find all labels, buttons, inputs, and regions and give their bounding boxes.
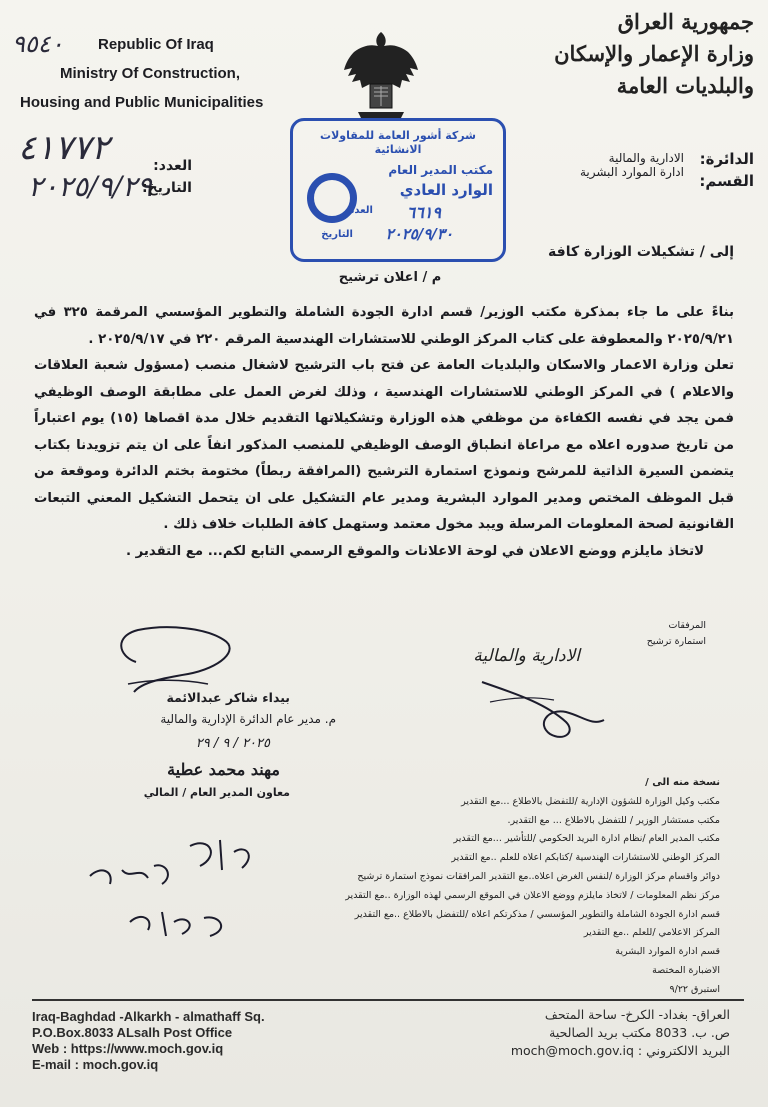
stamp-date-label: التاريخ <box>321 229 353 240</box>
body-paragraph-2: تعلن وزارة الاعمار والاسكان والبلديات العامة عن فتح باب الترشيح لاشغال منصب (مسؤول شعبة العلاقات والاعلام ) في المركز الوطني للاستشارات الهندسية ، وذلك لغرض العمل على مطابقة الوصف الوظيفي فمن يجد في نفسه الكفاءة من موظفي هذه الوزارة وتشكيلاتها التقديم خلال مدة اقصاها (١٥) يوم اعتباراً من تاريخ صدوره اعلاه مع مراعاة انطباق الوصف الوظيفي للمنصب المذكور انفاً على ان يتم تزويدنا بكتاب يتضمن السيرة الذاتية للمرشح ونموذج استمارة الترشيح (المرافقة ربطاً) مختومة بختم الدائرة وموقعة من قبل الموظف المختص ومدير الموارد البشرية ومدير عام التشكيل على ان يتحمل التشكيل المعني التبعات القانونية لصحة المعلومات المرسلة ويبد مخول معتمد وستهمل كافة الطلبات خلاف ذلك . <box>34 358 734 532</box>
handwritten-number: ٩٥٤٠ <box>12 30 64 58</box>
subject: م / اعلان ترشيح <box>338 270 442 285</box>
stamp-incoming: الوارد العادي <box>399 181 493 199</box>
signature-1 <box>108 622 248 700</box>
stamp-number-value: ٦٦١٩ <box>406 203 441 222</box>
section-label: القسم: <box>699 172 754 190</box>
signer2-title: معاون المدير العام / المالي <box>143 786 290 799</box>
copy-item: المركز الوطني للاستشارات الهندسية /كتابكم اعلاه للعلم ..مع التقدير <box>451 852 720 864</box>
copy-item: الاضبارة المختصة <box>652 964 720 976</box>
stamp-company: شركة أشور العامة للمقاولات الانشائية <box>320 129 476 156</box>
signature-2 <box>470 662 610 752</box>
iraq-emblem <box>340 28 422 128</box>
copies-title: نسخة منه الى / <box>645 777 720 788</box>
handwritten-annotation <box>70 826 270 946</box>
footer-en-line-1: Iraq-Baghdad -Alkarkh - almathaff Sq. <box>32 1009 265 1024</box>
dept-value: الادارية والمالية <box>608 151 684 165</box>
incoming-stamp <box>290 118 506 262</box>
header-ar-line-3: والبلديات العامة <box>616 73 754 98</box>
ref-number-handwritten: ٤١٧٧٢ <box>18 128 110 168</box>
section-value: ادارة الموارد البشرية <box>579 165 684 179</box>
header-ar-line-2: وزارة الإعمار والإسكان <box>554 41 754 66</box>
attachments-value: استمارة ترشيح <box>646 636 706 647</box>
english-letterhead <box>20 30 320 117</box>
copy-item: مركز نظم المعلومات / لاتخاذ مايلزم ووضع الاعلان في الموقع الرسمي لهذه الوزارة ..مع التقدير <box>345 889 720 901</box>
body-paragraph-3: لاتخاذ مايلزم ووضع الاعلان في لوحة الاعلانات والموقع الرسمي التابع لكم... مع التقدير . <box>125 543 704 559</box>
footer-address-en <box>32 1009 372 1073</box>
footer-ar-line-1: العراق- بغداد- الكرخ- ساحة المتحف <box>544 1007 730 1022</box>
footer-en-line-3: Web : https://www.moch.gov.iq <box>32 1041 224 1056</box>
copies-list <box>320 774 720 1000</box>
footer-en-line-4: E-mail : moch.gov.iq <box>32 1057 159 1072</box>
ref-date-handwritten: ٢٠٢٥/٩/٢٩ <box>28 170 153 203</box>
copy-item: مكتب وكيل الوزارة للشؤون الإدارية /للتفضل بالاطلاع ...مع التقدير <box>461 795 720 807</box>
stamp-office: مكتب المدير العام <box>388 163 493 177</box>
copy-item: قسم ادارة الجودة الشاملة والتطوير المؤسسي / مذكرتكم اعلاه /للتفضل بالاطلاع ..مع التقدير <box>354 908 720 920</box>
signer1-date: ٢٠٢٥ / ٩ / ٢٩ <box>195 736 270 751</box>
copy-item: دوائر واقسام مركز الوزارة /لنفس الغرض اعلاه..مع التقدير المرافقات نموذج استمارة ترشيح <box>357 870 720 882</box>
signer2-name: مهند محمد عطية <box>167 760 280 779</box>
dept-label: الدائرة: <box>699 150 754 168</box>
header-en-line-2: Ministry Of Construction, <box>60 65 240 82</box>
copy-item: استبرق ٩/٢٢ <box>669 983 720 995</box>
footer-ar-line-3: البريد الالكتروني : moch@moch.gov.iq <box>510 1043 730 1058</box>
stamp-date-value: ٢٠٢٥/٩/٣٠ <box>385 225 453 243</box>
signer1-title: م. مدير عام الدائرة الإدارية والمالية <box>160 712 336 726</box>
attachments-label: المرفقات <box>668 620 706 631</box>
letter-body <box>34 300 734 565</box>
body-paragraph-1: بناءً على ما جاء بمذكرة مكتب الوزير/ قسم ادارة الجودة الشاملة والتطوير المؤسسي المرقمة ٣٢٥ في ٢٠٢٥/٩/٢١ والمعطوفة على كتاب المركز الوطني للاستشارات الهندسية المرقم ٢٢٠ في ٢٠٢٥/٩/١٧ . <box>34 305 734 347</box>
handwritten-note: الادارية والمالية <box>473 646 580 666</box>
footer-en-line-2: P.O.Box.8033 ALsalh Post Office <box>32 1025 233 1040</box>
footer-divider <box>32 999 744 1001</box>
header-ar-line-1: جمهورية العراق <box>617 9 754 34</box>
copy-item: المركز الاعلامي /للعلم ..مع التقدير <box>583 927 720 939</box>
ref-date-label: التاريخ: <box>141 180 192 196</box>
stamp-number-label: العدد <box>349 205 373 216</box>
footer-ar-line-2: ص. ب. 8033 مكتب بريد الصالحية <box>549 1025 730 1040</box>
header-en-line-1: Republic Of Iraq <box>98 36 214 53</box>
ref-number-label: العدد: <box>153 158 192 174</box>
footer-address-ar <box>430 1006 730 1060</box>
header-en-line-3: Housing and Public Municipalities <box>20 94 264 111</box>
arabic-letterhead <box>524 6 754 102</box>
signer1-name: بيداء شاكر عبدالائمة <box>166 690 290 705</box>
copy-item: مكتب مستشار الوزير / للتفضل بالاطلاع ... مع التقدير. <box>507 814 720 826</box>
copy-item: قسم ادارة الموارد البشرية <box>615 946 720 958</box>
addressee: إلى / تشكيلات الوزارة كافة <box>548 244 734 260</box>
copy-item: مكتب المدير العام /نظام ادارة البريد الحكومي /للتأشير ...مع التقدير <box>453 833 720 845</box>
